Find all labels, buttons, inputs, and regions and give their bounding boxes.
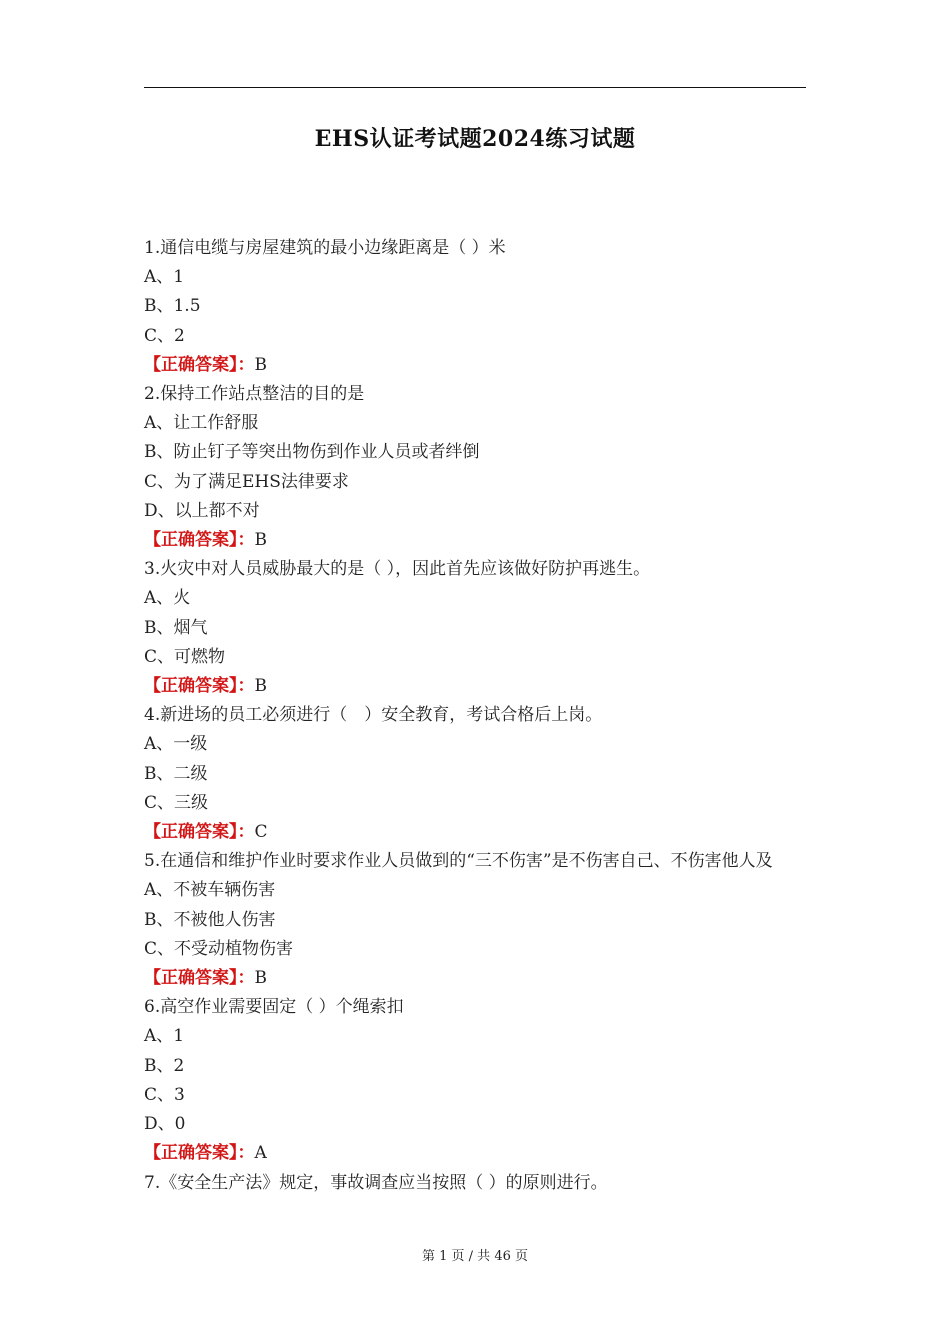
answer-label: 【正确答案】：	[144, 530, 255, 551]
answer-line	[144, 526, 806, 555]
answer-label: 【正确答案】：	[144, 354, 255, 375]
option: C、三级	[144, 792, 209, 813]
answer-line	[144, 351, 806, 380]
answer-value: A	[254, 1143, 267, 1164]
question-list	[144, 234, 806, 1198]
option: C、3	[144, 1084, 185, 1105]
question-stem: 4.新进场的员工必须进行（ ）安全教育，考试合格后上岗。	[144, 705, 603, 726]
answer-label: 【正确答案】：	[144, 822, 255, 843]
option: C、2	[144, 325, 185, 346]
option: A、火	[144, 588, 191, 609]
question-stem: 3.火灾中对人员威胁最大的是（ ），因此首先应该做好防护再逃生。	[144, 559, 651, 580]
answer-value: B	[254, 530, 267, 551]
header-rule	[144, 87, 806, 88]
option: B、1.5	[144, 296, 201, 317]
option: C、不受动植物伤害	[144, 938, 294, 959]
answer-value: B	[254, 968, 267, 989]
answer-label: 【正确答案】：	[144, 1143, 255, 1164]
option: B、防止钉子等突出物伤到作业人员或者绊倒	[144, 442, 480, 463]
option: A、一级	[144, 734, 208, 755]
question-stem: 5.在通信和维护作业时要求作业人员做到的“三不伤害”是不伤害自己、不伤害他人及	[144, 851, 773, 872]
option: D、0	[144, 1114, 186, 1135]
option: D、以上都不对	[144, 500, 260, 521]
answer-value: B	[254, 676, 267, 697]
answer-value: C	[254, 822, 268, 843]
answer-line	[144, 1139, 806, 1168]
option: A、不被车辆伤害	[144, 880, 276, 901]
option: C、为了满足EHS法律要求	[144, 471, 349, 492]
option: A、1	[144, 1026, 185, 1047]
option: C、可燃物	[144, 646, 226, 667]
answer-line	[144, 672, 806, 701]
option: B、2	[144, 1055, 185, 1076]
answer-label: 【正确答案】：	[144, 676, 255, 697]
question-stem: 6.高空作业需要固定（ ）个绳索扣	[144, 997, 404, 1018]
page-number: 第 1 页 / 共 46 页	[422, 1249, 528, 1264]
question-stem: 1.通信电缆与房屋建筑的最小边缘距离是（ ）米	[144, 238, 506, 258]
answer-line	[144, 964, 806, 993]
option: A、让工作舒服	[144, 413, 259, 434]
answer-label: 【正确答案】：	[144, 968, 255, 989]
document-title: EHS认证考试题2024练习试题	[314, 126, 636, 152]
question-stem: 2.保持工作站点整洁的目的是	[144, 384, 365, 405]
question-stem: 7.《安全生产法》规定，事故调查应当按照（ ）的原则进行。	[144, 1172, 608, 1193]
answer-value: B	[254, 354, 267, 375]
option: B、二级	[144, 763, 208, 784]
answer-line	[144, 818, 806, 847]
option: A、1	[144, 267, 185, 288]
option: B、烟气	[144, 617, 208, 638]
option: B、不被他人伤害	[144, 909, 276, 930]
